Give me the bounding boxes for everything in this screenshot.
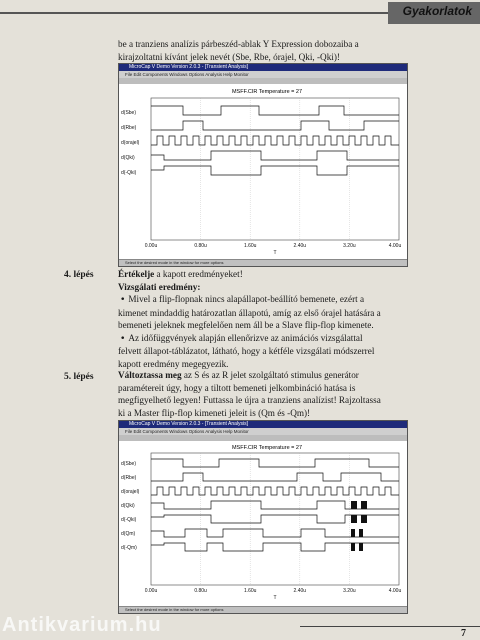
x-tick-5: 4.00u: [388, 588, 402, 594]
paragraph-1-line-2: kirajzoltatni kívánt jelek nevét (Sbe, Rbe, órajel, Qki, -Qki)!: [118, 51, 340, 62]
x-tick-4: 3.20u: [343, 588, 356, 594]
waveform-block: [361, 515, 367, 523]
step-5-line-2: paramétereit úgy, hogy a tiltott bemeneti jelkombináció hatása is: [118, 382, 356, 393]
window-statusbar: Select the desired mode in the window for more options: [119, 606, 407, 613]
signal-label-qm: d(Qm): [121, 531, 136, 537]
window-statusbar: Select the desired mode in the window for more options: [119, 259, 407, 266]
x-tick-1: 0.80u: [194, 243, 207, 249]
step-5-label: 5. lépés: [64, 372, 94, 382]
signal-label-orajel: d(orajel): [121, 140, 140, 146]
bullet-1-line-3: bemeneti jeleknek megfelelően nem áll be a Slave flip-flop kimenete.: [118, 320, 374, 330]
header-title: Gyakorlatok: [402, 4, 472, 18]
bullet-1-line-2: kimenet mindaddig határozatlan állapotú, amíg az első órajel hatására a: [118, 307, 381, 318]
x-tick-0: 0.00u: [144, 243, 158, 249]
x-axis-unit: T: [273, 595, 277, 601]
signal-label-orajel: d(orajel): [121, 489, 140, 495]
x-tick-3: 2.40u: [293, 588, 307, 594]
signal-label-sbe: d(Sbe): [121, 461, 137, 467]
x-tick-1: 0.80u: [194, 588, 207, 594]
window-menubar: File Edit Components Windows Options Analysis Help Monitor: [119, 428, 407, 435]
bullet-icon: •: [120, 332, 129, 344]
step-5-line-4: ki a Master flip-flop kimeneti jeleit is (Qm és -Qm)!: [118, 407, 311, 418]
header-rule: [0, 12, 392, 14]
step-5-line-1: az S és az R jelet szolgáltató stimulus generátor: [181, 370, 359, 380]
simulator-window-2: [118, 420, 408, 614]
timing-diagram-2: [119, 441, 407, 607]
bullet-2-line-3: kapott eredmény megegyezik.: [118, 358, 229, 369]
paragraph-1-line-1: be a tranziens analízis párbeszéd-ablak Y Expression dobozaiba a: [118, 39, 359, 49]
waveform-block: [351, 529, 355, 537]
bullet-icon: •: [120, 294, 129, 305]
window-titlebar: MicroCap V Demo Version 2.0.3 - [Transient Analysis]: [119, 421, 407, 428]
x-tick-5: 4.00u: [388, 243, 402, 249]
step-5-text: [118, 369, 398, 419]
waveform-block: [359, 543, 363, 551]
plot-title: MSFF.CIR Temperature = 27: [231, 445, 303, 451]
signal-label-sbe: d(Sbe): [121, 110, 137, 116]
watermark: Antikvarium.hu: [2, 614, 162, 636]
footer-rule: [300, 626, 480, 627]
step-4-text: [118, 268, 398, 370]
waveform-block: [351, 543, 355, 551]
step-4-label: 4. lépés: [64, 270, 94, 280]
plot-title: MSFF.CIR Temperature = 27: [231, 89, 303, 95]
window-titlebar: MicroCap V Demo Version 2.0.3 - [Transient Analysis]: [119, 64, 407, 71]
x-axis-unit: T: [273, 250, 277, 256]
x-tick-0: 0.00u: [144, 588, 158, 594]
waveform-block: [351, 501, 357, 509]
signal-label-neg-qm: d(-Qm): [121, 545, 137, 551]
waveform-block: [351, 515, 357, 523]
simulator-window-1: [118, 63, 408, 267]
step-5-line-3: megfigyelhető legyen! Futtassa le újra a tranziens analízist! Rajzoltassa: [118, 395, 381, 405]
plot-background: [119, 441, 407, 607]
step-4-line-1: a kapott eredményeket!: [154, 269, 243, 279]
signal-label-rbe: d(Rbe): [121, 475, 137, 481]
x-tick-2: 1.60u: [243, 588, 257, 594]
timing-diagram-1: [119, 84, 407, 260]
page-header: [0, 0, 480, 26]
signal-label-rbe: d(Rbe): [121, 125, 137, 131]
window-menubar: File Edit Components Windows Options Analysis Help Monitor: [119, 71, 407, 78]
step-4-verb: Értékelje: [118, 269, 155, 279]
step-4-subhead: Vizsgálati eredmény:: [118, 281, 201, 292]
x-tick-4: 3.20u: [343, 243, 356, 249]
waveform-block: [361, 501, 367, 509]
step-5-verb: Változtassa meg: [118, 370, 182, 380]
plot-background: [119, 84, 407, 260]
signal-label-neg-qki: d(-Qki): [121, 517, 137, 523]
bullet-2-line-1: Az időfüggvények alapján ellenőrizve az animációs vizsgálattal: [128, 332, 363, 343]
bullet-1-line-1: Mivel a flip-flopnak nincs alapállapot-beállító bemenete, ezért a: [128, 294, 365, 304]
page-number: 7: [461, 628, 466, 639]
signal-label-qki: d(Qki): [121, 155, 135, 161]
bullet-2-line-2: felvett állapot-táblázatot, látható, hogy a kétféle vizsgálati módszerrel: [118, 346, 375, 356]
waveform-block: [359, 529, 363, 537]
x-tick-3: 2.40u: [293, 243, 307, 249]
paragraph-1: [118, 38, 398, 63]
signal-label-qki: d(Qki): [121, 503, 135, 509]
x-tick-2: 1.60u: [243, 243, 257, 249]
signal-label-neg-qki: d(-Qki): [121, 170, 137, 176]
